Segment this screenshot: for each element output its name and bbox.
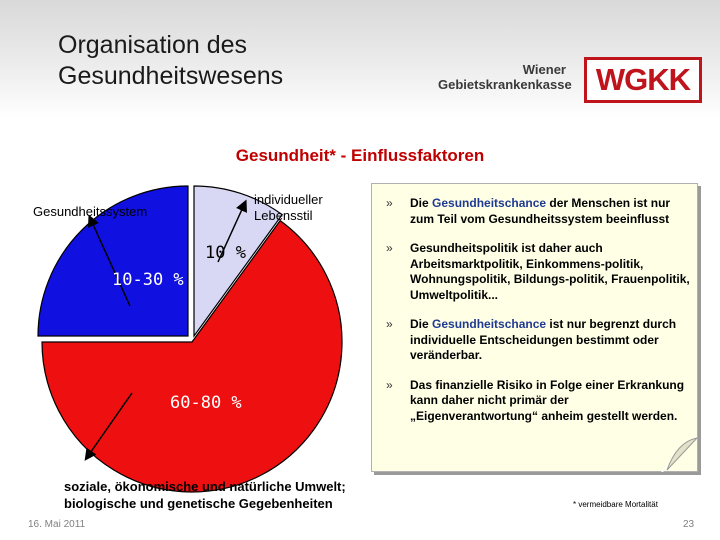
page-fold-corner [661, 436, 699, 474]
bullet-marker-icon: » [386, 377, 393, 392]
label-system: Gesundheitssystem [33, 204, 148, 219]
bullet-item: » Das finanzielle Risiko in Folge einer Erkrankung kann daher nicht primär der „Eigenverantwortung“ anheim gestellt werden. [386, 377, 685, 423]
page-number: 23 [683, 519, 695, 530]
pct-environment: 60-80 % [170, 393, 242, 413]
footnote: * vermeidbare Mortalität [573, 500, 658, 509]
label-environment-line-2: biologische und genetische Gegebenheiten [64, 496, 333, 511]
bullet-marker-icon: » [386, 241, 393, 255]
highlight-gesundheitschance: Gesundheitschance [432, 196, 547, 210]
label-environment-line-1: soziale, ökonomische und natürliche Umwelt; [64, 479, 346, 494]
bullet-marker-icon: » [386, 196, 393, 210]
slide-subtitle: Gesundheit* - Einflussfaktoren [235, 146, 485, 165]
title-line-2: Gesundheitswesens [58, 62, 284, 90]
bullet-item: » Gesundheitspolitik ist daher auch Arbeitsmarktpolitik, Einkommens-politik, Wohnungspolitik, Bildungs-politik, Frauenpolitik, Umweltpolitik... [386, 241, 690, 302]
bullet-marker-icon: » [386, 317, 393, 331]
label-lifestyle-line-2: Lebensstil [254, 208, 313, 223]
label-lifestyle-line-1: individueller [254, 192, 323, 207]
label-environment [64, 478, 346, 512]
wgkk-logo: WGKK [584, 57, 702, 103]
title-line-1: Organisation des [58, 31, 248, 59]
brand-line-1: Wiener [522, 62, 566, 77]
pct-system: 10-30 % [112, 270, 184, 290]
label-lifestyle [254, 192, 323, 224]
footer-date: 16. Mai 2011 [28, 519, 86, 530]
highlight-gesundheitschance: Gesundheitschance [432, 317, 547, 331]
bullet-item: » Die Gesundheitschance ist nur begrenzt durch individuelle Entscheidungen bestimmt oder veränderbar. [386, 317, 677, 362]
bullet-list [380, 196, 690, 438]
brand-line-2: Gebietskrankenkasse [438, 77, 572, 92]
pct-lifestyle: 10 % [205, 243, 246, 263]
bullet-item: » Die Gesundheitschance der Menschen ist nur zum Teil vom Gesundheitssystem beeinflusst [386, 196, 671, 226]
